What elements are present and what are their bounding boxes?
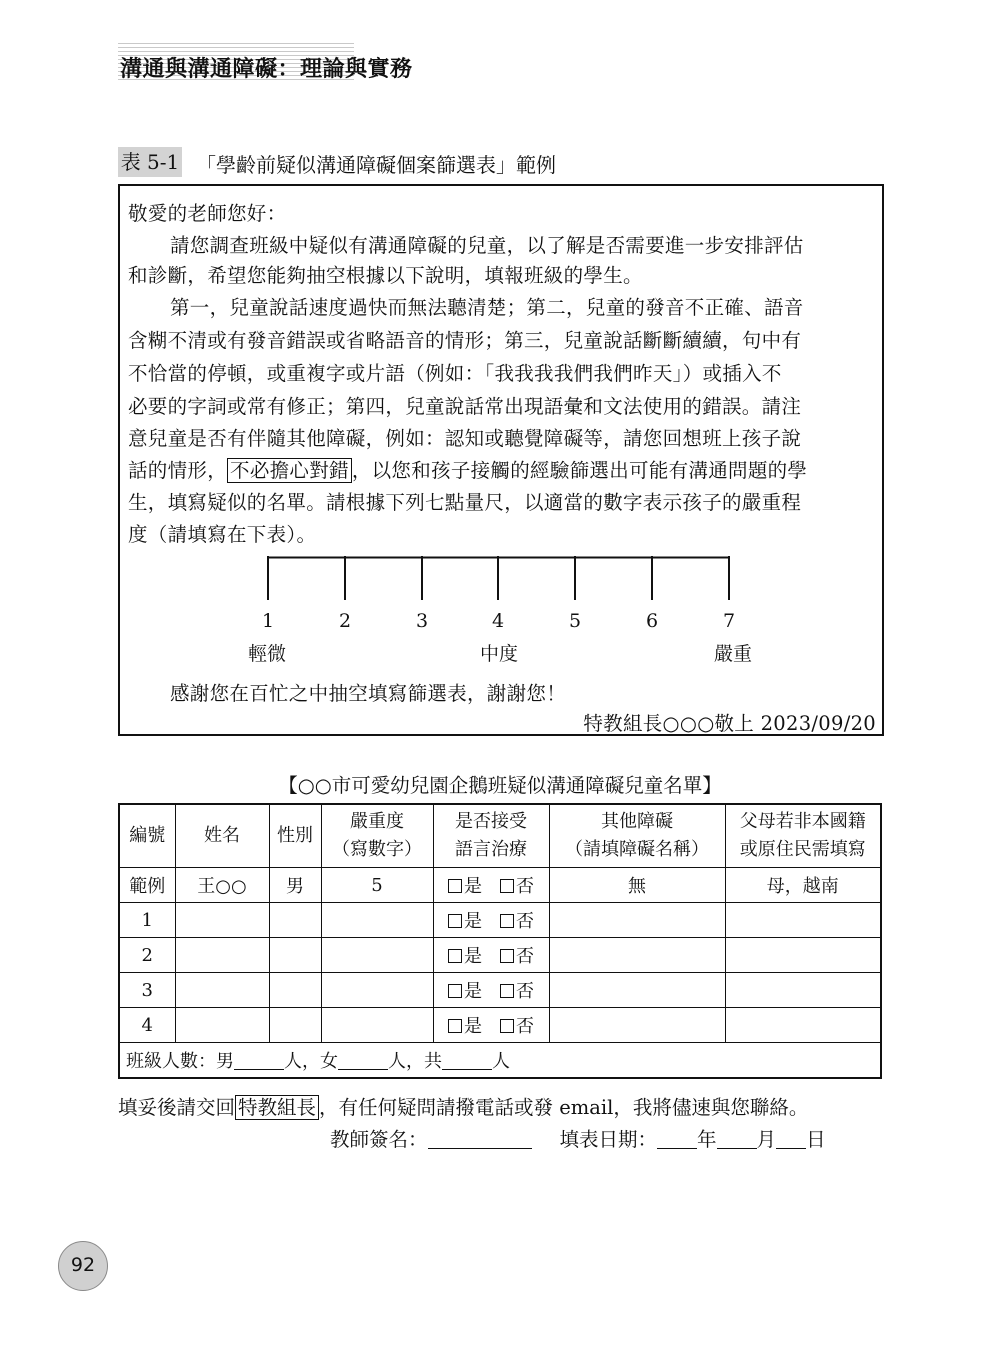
- header-line: 或原住民需填寫: [739, 839, 866, 860]
- class-count-text: 人: [492, 1051, 510, 1072]
- cell-gender[interactable]: [269, 1008, 321, 1043]
- checkbox[interactable]: [448, 1019, 462, 1033]
- table-row: [119, 1008, 881, 1043]
- yes-label: 是: [464, 981, 482, 1002]
- cell-gender[interactable]: [269, 973, 321, 1008]
- table-row-example: [119, 868, 881, 903]
- cell-parent[interactable]: [725, 903, 881, 938]
- scale-point: 1: [261, 610, 275, 632]
- table-footer-row: [119, 1043, 881, 1079]
- year-label: 年: [697, 1128, 717, 1151]
- header-other-disability: [549, 804, 725, 868]
- header-severity: [321, 804, 433, 868]
- cell-severity[interactable]: [321, 903, 433, 938]
- letter-line: 不恰當的停頓，或重複字或片語（例如：「我我我我們我們昨天」）或插入不: [128, 362, 782, 385]
- cell-no: 1: [119, 903, 175, 938]
- no-label: 否: [516, 946, 534, 967]
- table-caption-label: 表 5-1: [118, 147, 182, 177]
- male-count-blank[interactable]: [234, 1055, 284, 1070]
- cell-therapy: [433, 903, 549, 938]
- cell-therapy: [433, 1008, 549, 1043]
- checkbox[interactable]: [500, 914, 514, 928]
- scale-label-high: 嚴重: [714, 643, 753, 665]
- letter-line: 和診斷，希望您能夠抽空根據以下說明，填報班級的學生。: [128, 264, 643, 287]
- return-instruction: [118, 1092, 808, 1120]
- cell-other[interactable]: [549, 1008, 725, 1043]
- cell-severity[interactable]: [321, 938, 433, 973]
- header-parent-nationality: [725, 804, 881, 868]
- letter-line: 必要的字詞或常有修正；第四，兒童說話常出現語彙和文法使用的錯誤。請注: [128, 395, 802, 418]
- running-header-title: 溝通與溝通障礙：理論與實務: [120, 57, 413, 82]
- no-label: 否: [516, 876, 534, 897]
- cell-parent[interactable]: [725, 938, 881, 973]
- no-label: 否: [516, 981, 534, 1002]
- table-row: [119, 903, 881, 938]
- header-line: 父母若非本國籍: [739, 811, 866, 832]
- table-row: [119, 938, 881, 973]
- table-caption-text: 「學齡前疑似溝通障礙個案篩選表」範例: [196, 153, 556, 177]
- cell-parent[interactable]: [725, 973, 881, 1008]
- table-header-row: [119, 804, 881, 868]
- class-count-cell: [119, 1043, 881, 1079]
- checkbox[interactable]: [448, 984, 462, 998]
- cell-gender[interactable]: [269, 938, 321, 973]
- checkbox[interactable]: [500, 984, 514, 998]
- date-label: 填表日期：: [559, 1128, 658, 1151]
- header-name: 姓名: [175, 804, 269, 868]
- checkbox[interactable]: [448, 879, 462, 893]
- letter-line: [128, 455, 807, 483]
- letter-thanks: 感謝您在百忙之中抽空填寫篩選表，謝謝您！: [170, 682, 567, 705]
- header-line: （請填障礙名稱）: [565, 839, 709, 860]
- cell-no: 4: [119, 1008, 175, 1043]
- scale-label-low: 輕微: [248, 643, 287, 665]
- instruction-text: ，有任何疑問請撥電話或發 email，我將儘速與您聯絡。: [319, 1096, 809, 1119]
- scale-point: 5: [568, 610, 582, 632]
- cell-severity: 5: [321, 868, 433, 903]
- cell-parent: 母，越南: [725, 868, 881, 903]
- checkbox[interactable]: [448, 914, 462, 928]
- teacher-signature-label: 教師簽名：: [330, 1128, 428, 1151]
- day-label: 日: [806, 1128, 826, 1151]
- class-count-text: 人，女: [284, 1051, 338, 1072]
- class-count-text: 人，共: [388, 1051, 442, 1072]
- cell-other: 無: [549, 868, 725, 903]
- cell-no: 2: [119, 938, 175, 973]
- letter-signature: 特教組長○○○敬上 2023/09/20: [583, 712, 876, 735]
- table-row: [119, 973, 881, 1008]
- cell-therapy: [433, 868, 549, 903]
- no-label: 否: [516, 1016, 534, 1037]
- total-count-blank[interactable]: [442, 1055, 492, 1070]
- emphasis-box: 不必擔心對錯: [227, 458, 352, 483]
- teacher-signature-blank[interactable]: [428, 1134, 532, 1149]
- letter-box: [118, 184, 884, 736]
- scale-point: 3: [415, 610, 429, 632]
- yes-label: 是: [464, 946, 482, 967]
- cell-name[interactable]: [175, 1008, 269, 1043]
- emphasis-box: 特教組長: [235, 1095, 319, 1120]
- header-no: 編號: [119, 804, 175, 868]
- letter-text: 話的情形，: [128, 459, 228, 482]
- header-line: （寫數字）: [332, 839, 422, 860]
- header-therapy: [433, 804, 549, 868]
- header-line: 語言治療: [455, 839, 527, 860]
- screening-list-table: [118, 803, 882, 1079]
- checkbox[interactable]: [500, 1019, 514, 1033]
- letter-line: 度（請填寫在下表）。: [128, 523, 317, 546]
- letter-greeting: 敬愛的老師您好：: [128, 202, 287, 225]
- seven-point-scale-ruler: [265, 556, 735, 604]
- cell-therapy: [433, 973, 549, 1008]
- letter-line: 含糊不清或有發音錯誤或省略語音的情形；第三，兒童說話斷斷續續，句中有: [128, 329, 802, 352]
- cell-name: 王○○: [175, 868, 269, 903]
- header-line: 是否接受: [455, 811, 527, 832]
- header-line: 其他障礙: [601, 811, 673, 832]
- letter-text: ，以您和孩子接觸的經驗篩選出可能有溝通問題的學: [351, 459, 808, 482]
- scale-label-mid: 中度: [480, 643, 519, 665]
- cell-name[interactable]: [175, 903, 269, 938]
- header-gender: 性別: [269, 804, 321, 868]
- cell-other[interactable]: [549, 973, 725, 1008]
- checkbox[interactable]: [448, 949, 462, 963]
- checkbox[interactable]: [500, 949, 514, 963]
- cell-parent[interactable]: [725, 1008, 881, 1043]
- cell-gender[interactable]: [269, 903, 321, 938]
- header-line: 嚴重度: [350, 811, 404, 832]
- no-label: 否: [516, 911, 534, 932]
- cell-other[interactable]: [549, 903, 725, 938]
- list-title: 【○○市可愛幼兒園企鵝班疑似溝通障礙兒童名單】: [278, 774, 722, 797]
- letter-line: 生，填寫疑似的名單。請根據下列七點量尺，以適當的數字表示孩子的嚴重程: [128, 491, 802, 514]
- cell-gender: 男: [269, 868, 321, 903]
- instruction-text: 填妥後請交回: [118, 1096, 236, 1119]
- day-blank[interactable]: [776, 1134, 806, 1149]
- cell-therapy: [433, 938, 549, 973]
- signature-line: [330, 1124, 826, 1152]
- year-blank[interactable]: [657, 1134, 697, 1149]
- letter-line: 請您調查班級中疑似有溝通障礙的兒童，以了解是否需要進一步安排評估: [170, 234, 804, 257]
- female-count-blank[interactable]: [338, 1055, 388, 1070]
- scale-point: 7: [722, 610, 736, 632]
- month-blank[interactable]: [717, 1134, 757, 1149]
- cell-name[interactable]: [175, 938, 269, 973]
- class-count-label: 班級人數：男: [126, 1051, 234, 1072]
- letter-line: 意兒童是否有伴隨其他障礙，例如：認知或聽覺障礙等，請您回想班上孩子說: [128, 427, 802, 450]
- yes-label: 是: [464, 876, 482, 897]
- cell-no: 3: [119, 973, 175, 1008]
- cell-name[interactable]: [175, 973, 269, 1008]
- scale-point: 2: [338, 610, 352, 632]
- cell-severity[interactable]: [321, 973, 433, 1008]
- month-label: 月: [756, 1128, 777, 1151]
- yes-label: 是: [464, 1016, 482, 1037]
- cell-no: 範例: [119, 868, 175, 903]
- cell-other[interactable]: [549, 938, 725, 973]
- letter-line: 第一，兒童說話速度過快而無法聽清楚；第二，兒童的發音不正確、語音: [170, 296, 804, 319]
- cell-severity[interactable]: [321, 1008, 433, 1043]
- checkbox[interactable]: [500, 879, 514, 893]
- page-number: 92: [58, 1241, 108, 1291]
- yes-label: 是: [464, 911, 482, 932]
- scale-point: 6: [645, 610, 659, 632]
- scale-point: 4: [491, 610, 505, 632]
